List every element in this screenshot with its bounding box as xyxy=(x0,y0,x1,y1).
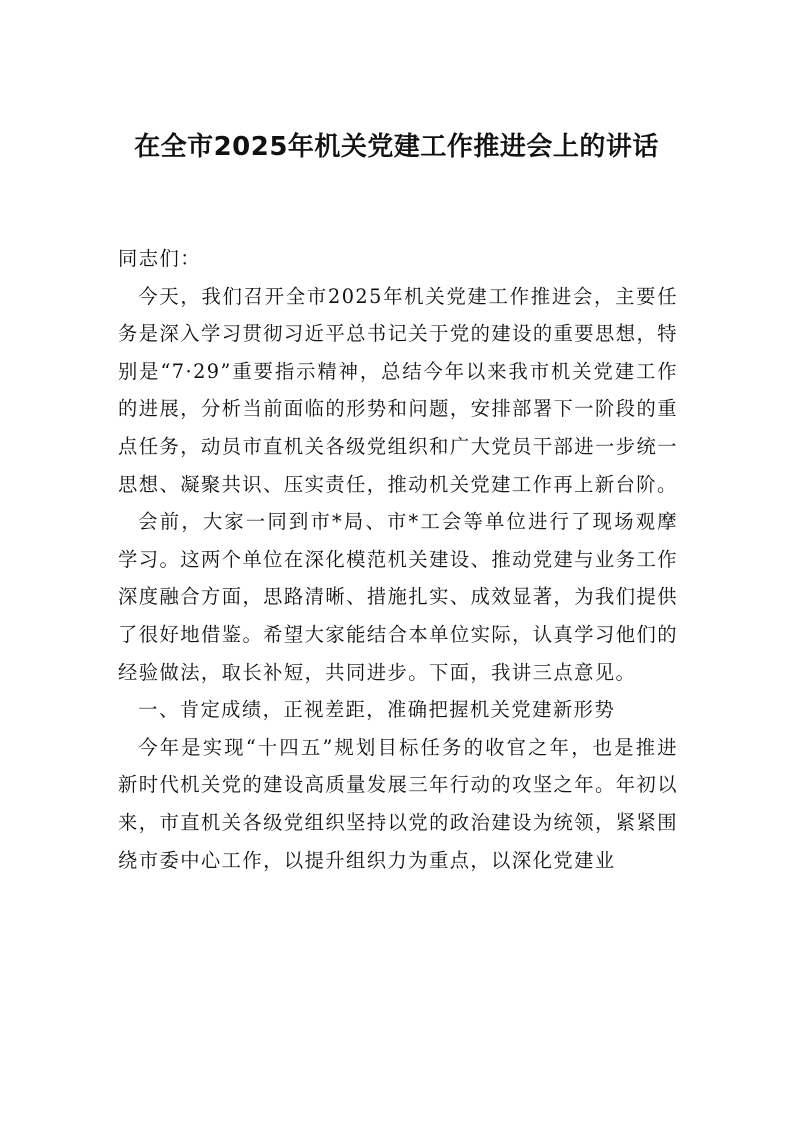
paragraph-observation: 会前，大家一同到市*局、市*工会等单位进行了现场观摩学习。这两个单位在深化模范机关建设、推动党建与业务工作深度融合方面，思路清晰、措施扎实、成效显著，为我们提供了很好地借鉴。希望大家能结合本单位实际，认真学习他们的经验做法，取长补短，共同进步。下面，我讲三点意见。 xyxy=(118,510,678,684)
speech-body xyxy=(118,240,678,879)
section-heading: 一、肯定成绩，正视差距，准确把握机关党建新形势 xyxy=(138,698,616,722)
salutation: 同志们： xyxy=(118,247,201,270)
paragraph-section-one: 今年是实现“十四五”规划目标任务的收官之年，也是推进新时代机关党的建设高质量发展三年行动的攻坚之年。年初以来，市直机关各级党组织坚持以党的政治建设为统领，紧紧围绕市委中心工作，以提升组织力为重点，以深化党建业 xyxy=(118,735,678,872)
paragraph-opening: 今天，我们召开全市2025年机关党建工作推进会，主要任务是深入学习贯彻习近平总书记关于党的建设的重要思想，特别是“7·29”重要指示精神，总结今年以来我市机关党建工作的进展，分析当前面临的形势和问题，安排部署下一阶段的重点任务，动员市直机关各级党组织和广大党员干部进一步统一思想、凝聚共识、压实责任，推动机关党建工作再上新台阶。 xyxy=(118,284,678,496)
speech-title: 在全市2025年机关党建工作推进会上的讲话 xyxy=(134,132,659,162)
